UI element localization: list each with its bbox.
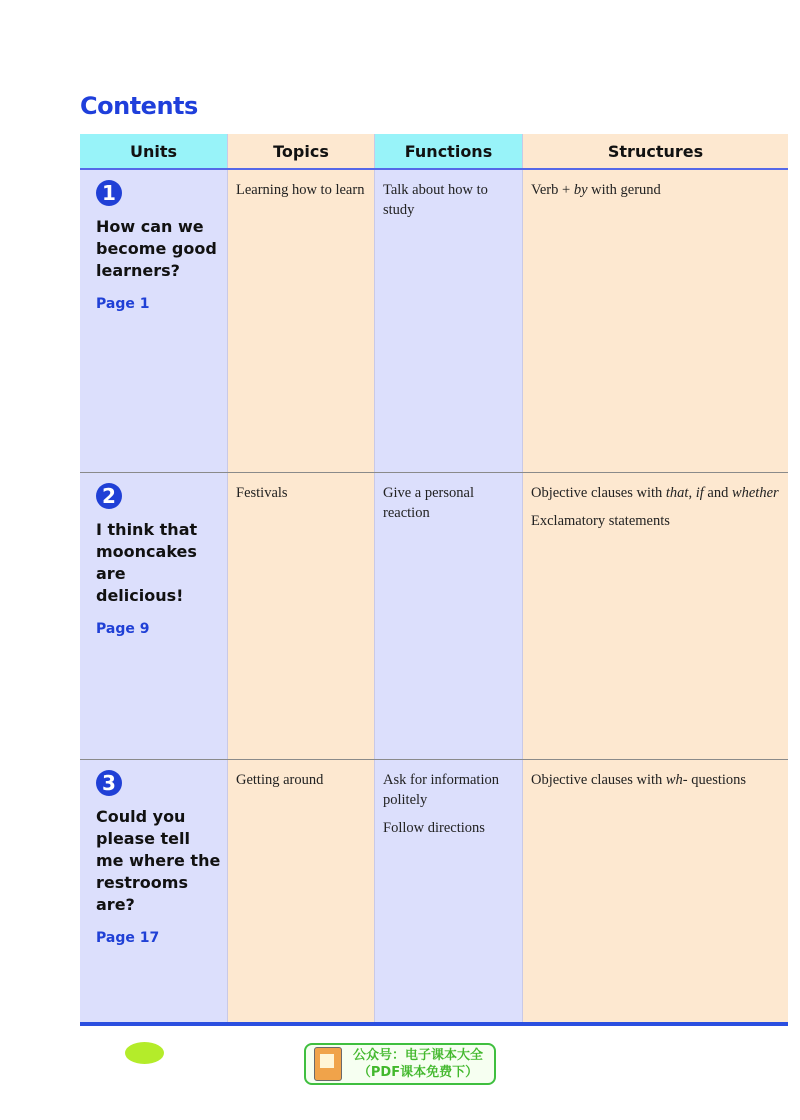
structures-cell xyxy=(522,473,788,759)
book-icon xyxy=(314,1047,342,1081)
unit-cell xyxy=(80,170,227,472)
watermark-text xyxy=(342,1047,494,1081)
contents-table xyxy=(80,134,788,1026)
topic-text: Festivals xyxy=(236,485,288,501)
unit-number-badge: 1 xyxy=(96,180,122,206)
unit-title: I think that mooncakes are delicious! xyxy=(96,520,198,605)
structure-item: Exclamatory statements xyxy=(531,513,670,529)
topic-cell xyxy=(227,170,374,472)
watermark-line-1: 公众号：电子课本大全 xyxy=(352,1048,483,1063)
topic-cell xyxy=(227,760,374,1022)
table-header-row xyxy=(80,134,788,170)
structures-cell xyxy=(522,170,788,472)
structure-item: Objective clauses with wh- questions xyxy=(531,772,747,788)
table-row xyxy=(80,760,788,1026)
column-header-structures: Structures xyxy=(522,134,788,168)
unit-page-link[interactable]: Page 17 xyxy=(96,930,160,946)
structure-item: Verb + by with gerund xyxy=(531,182,661,198)
unit-title: Could you please tell me where the restrooms are? xyxy=(96,807,221,914)
column-header-functions: Functions xyxy=(374,134,522,168)
topic-text: Learning how to learn xyxy=(236,182,365,198)
table-row xyxy=(80,473,788,760)
structures-cell xyxy=(522,760,788,1022)
watermark-line-2: （PDF课本免费下） xyxy=(357,1065,479,1080)
function-item: Ask for information politely xyxy=(383,772,499,808)
functions-cell xyxy=(374,760,522,1022)
unit-number-badge: 3 xyxy=(96,770,122,796)
unit-title: How can we become good learners? xyxy=(96,217,217,280)
unit-cell xyxy=(80,473,227,759)
function-item: Give a personal reaction xyxy=(383,485,474,521)
unit-number-badge: 2 xyxy=(96,483,122,509)
unit-cell xyxy=(80,760,227,1022)
topic-cell xyxy=(227,473,374,759)
functions-cell xyxy=(374,473,522,759)
unit-page-link[interactable]: Page 1 xyxy=(96,296,150,312)
functions-cell xyxy=(374,170,522,472)
column-header-topics: Topics xyxy=(227,134,374,168)
watermark-badge xyxy=(304,1043,496,1085)
topic-text: Getting around xyxy=(236,772,324,788)
page-number-marker xyxy=(125,1042,164,1064)
unit-page-link[interactable]: Page 9 xyxy=(96,621,150,637)
function-item: Talk about how to study xyxy=(383,182,488,218)
column-header-units: Units xyxy=(80,134,227,168)
table-row xyxy=(80,170,788,473)
function-item: Follow directions xyxy=(383,820,485,836)
page-title: Contents xyxy=(80,92,198,120)
structure-item: Objective clauses with that, if and whether xyxy=(531,485,779,501)
